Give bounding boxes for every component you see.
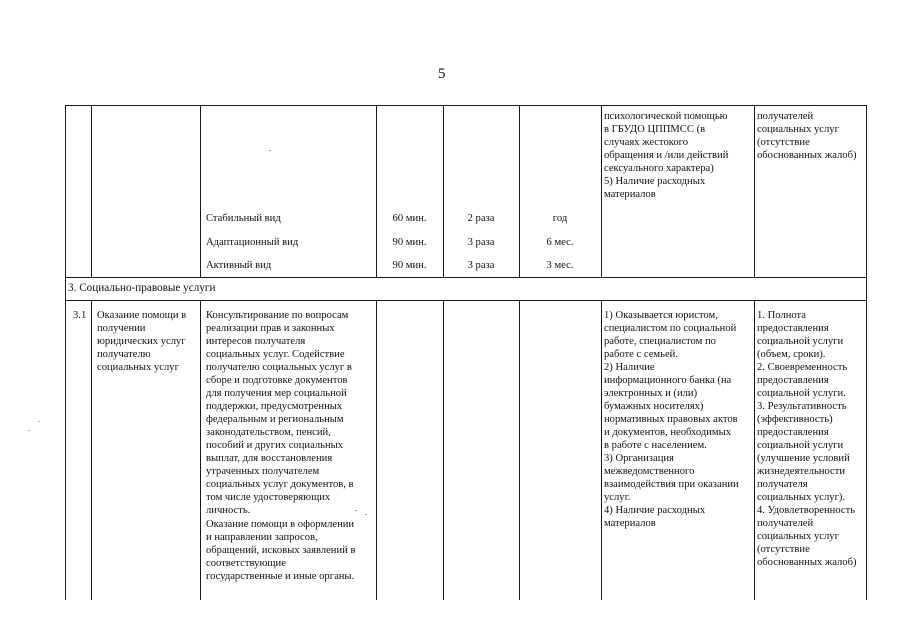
section-top-border <box>65 277 866 278</box>
text-line: (отсутствие <box>757 544 810 555</box>
mode-time: 60 мин. <box>392 213 427 224</box>
text-line: электронных и (или) <box>604 388 698 399</box>
mode-name: Адаптационный вид <box>206 237 299 248</box>
text-line: работе с семьей. <box>604 349 678 360</box>
text-line: социальных услуг <box>97 362 179 373</box>
mode-time: 90 мин. <box>392 237 427 248</box>
text-line: услуг. <box>604 492 631 503</box>
text-line: социальных услуг). <box>757 492 846 503</box>
text-line: 5) Наличие расходных <box>604 176 706 187</box>
col-line-4b <box>443 300 444 600</box>
text-line: получателей <box>757 518 814 529</box>
col-line-5 <box>519 105 520 277</box>
text-line: случаях жестокого <box>604 137 689 148</box>
text-line: законодательством, пенсий, <box>206 427 331 438</box>
section-bottom-border <box>65 300 866 301</box>
text-line: 2) Наличие <box>604 362 655 373</box>
col-line-3b <box>376 300 377 600</box>
table-top-border <box>65 105 866 106</box>
text-line: получателю социальных услуг в <box>206 362 352 373</box>
text-line: том числе удостоверяющих <box>206 492 331 503</box>
mode-period: 6 мес. <box>546 237 574 248</box>
text-line: обоснованных жалоб) <box>757 557 857 568</box>
text-line: выплат, для восстановления <box>206 453 333 464</box>
text-line: федеральным и региональным <box>206 414 344 425</box>
mode-name: Активный вид <box>206 260 272 271</box>
text-line: нормативных правовых актов <box>604 414 738 425</box>
col-line-7 <box>754 105 755 277</box>
text-line: соответствующие <box>206 558 286 569</box>
col-line-0 <box>65 105 66 600</box>
text-line: специалистом по социальной <box>604 323 737 334</box>
text-line: обращения и /или действий <box>604 150 729 161</box>
mode-frequency: 3 раза <box>467 260 495 271</box>
text-line: предоставления <box>757 427 829 438</box>
text-line: Оказание помощи в оформлении <box>206 519 355 530</box>
col-line-6b <box>601 300 602 600</box>
scan-speck <box>269 150 271 151</box>
text-line: (эффективность) <box>757 414 833 425</box>
text-line: 1. Полнота <box>757 310 806 321</box>
text-line: социальных услуг. Содействие <box>206 349 345 360</box>
mode-time: 90 мин. <box>392 260 427 271</box>
text-line: (отсутствие <box>757 137 810 148</box>
text-line: социальной услуги. <box>757 388 846 399</box>
col-line-3 <box>376 105 377 277</box>
text-line: 4) Наличие расходных <box>604 505 706 516</box>
text-line: личность. <box>206 505 251 516</box>
col-line-2b <box>200 300 201 600</box>
col-line-5b <box>519 300 520 600</box>
text-line: реализации прав и законных <box>206 323 335 334</box>
col-line-1b <box>91 300 92 600</box>
text-line: поддержки, предусмотренных <box>206 401 343 412</box>
text-line: утраченных получателем <box>206 466 320 477</box>
col-line-6 <box>601 105 602 277</box>
text-line: работе, специалистом по <box>604 336 716 347</box>
col-line-2 <box>200 105 201 277</box>
text-line: и документов, необходимых <box>604 427 732 438</box>
text-line: получателю <box>97 349 151 360</box>
text-line: сексуального характера) <box>604 163 714 174</box>
mode-period: год <box>552 213 568 224</box>
text-line: межведомственного <box>604 466 695 477</box>
text-line: бумажных носителях) <box>604 401 704 412</box>
text-line: материалов <box>604 518 656 529</box>
col-line-4 <box>443 105 444 277</box>
mode-frequency: 2 раза <box>467 213 495 224</box>
text-line: и направлении запросов, <box>206 532 318 543</box>
col-line-7b <box>754 300 755 600</box>
text-line: сборе и подготовке документов <box>206 375 348 386</box>
text-line: 4. Удовлетворенность <box>757 505 856 516</box>
text-line: социальных услуг <box>757 531 839 542</box>
text-line: социальных услуг <box>757 124 839 135</box>
scan-speck <box>365 514 367 515</box>
col-line-1 <box>91 105 92 277</box>
page-number: 5 <box>438 66 446 82</box>
text-line: обоснованных жалоб) <box>757 150 857 161</box>
text-line: 1) Оказывается юристом, <box>604 310 718 321</box>
text-line: предоставления <box>757 375 829 386</box>
text-line: в ГБУДО ЦППМСС (в <box>604 124 706 135</box>
text-line: Консультирование по вопросам <box>206 310 349 321</box>
scan-speck <box>355 510 357 511</box>
text-line: социальных услуг документов, в <box>206 479 354 490</box>
text-line: юридических услуг <box>97 336 186 347</box>
text-line: пособий и других социальных <box>206 440 344 451</box>
text-line: жизнедеятельности <box>757 466 846 477</box>
text-line: получателя <box>757 479 808 490</box>
text-line: взаимодействия при оказании <box>604 479 739 490</box>
text-line: (улучшение условий <box>757 453 850 464</box>
section-title: 3. Социально-правовые услуги <box>68 282 216 294</box>
scan-speck <box>38 421 40 422</box>
row-number: 3.1 <box>73 310 87 321</box>
text-line: для получения мер социальной <box>206 388 347 399</box>
text-line: информационного банка (на <box>604 375 732 386</box>
scan-speck <box>28 430 30 431</box>
col-line-8 <box>866 105 867 600</box>
text-line: государственные и иные органы. <box>206 571 355 582</box>
text-line: обращений, исковых заявлений в <box>206 545 356 556</box>
text-line: социальной услуги <box>757 336 844 347</box>
text-line: Оказание помощи в <box>97 310 187 321</box>
text-line: материалов <box>604 189 656 200</box>
text-line: 3) Организация <box>604 453 674 464</box>
text-line: предоставления <box>757 323 829 334</box>
text-line: социальной услуги <box>757 440 844 451</box>
text-line: интересов получателя <box>206 336 306 347</box>
text-line: (объем, сроки). <box>757 349 826 360</box>
text-line: получателей <box>757 111 814 122</box>
text-line: в работе с населением. <box>604 440 707 451</box>
text-line: 2. Своевременность <box>757 362 848 373</box>
mode-period: 3 мес. <box>546 260 574 271</box>
text-line: психологической помощью <box>604 111 728 122</box>
text-line: получении <box>97 323 146 334</box>
mode-frequency: 3 раза <box>467 237 495 248</box>
mode-name: Стабильный вид <box>206 213 281 224</box>
text-line: 3. Результативность <box>757 401 847 412</box>
